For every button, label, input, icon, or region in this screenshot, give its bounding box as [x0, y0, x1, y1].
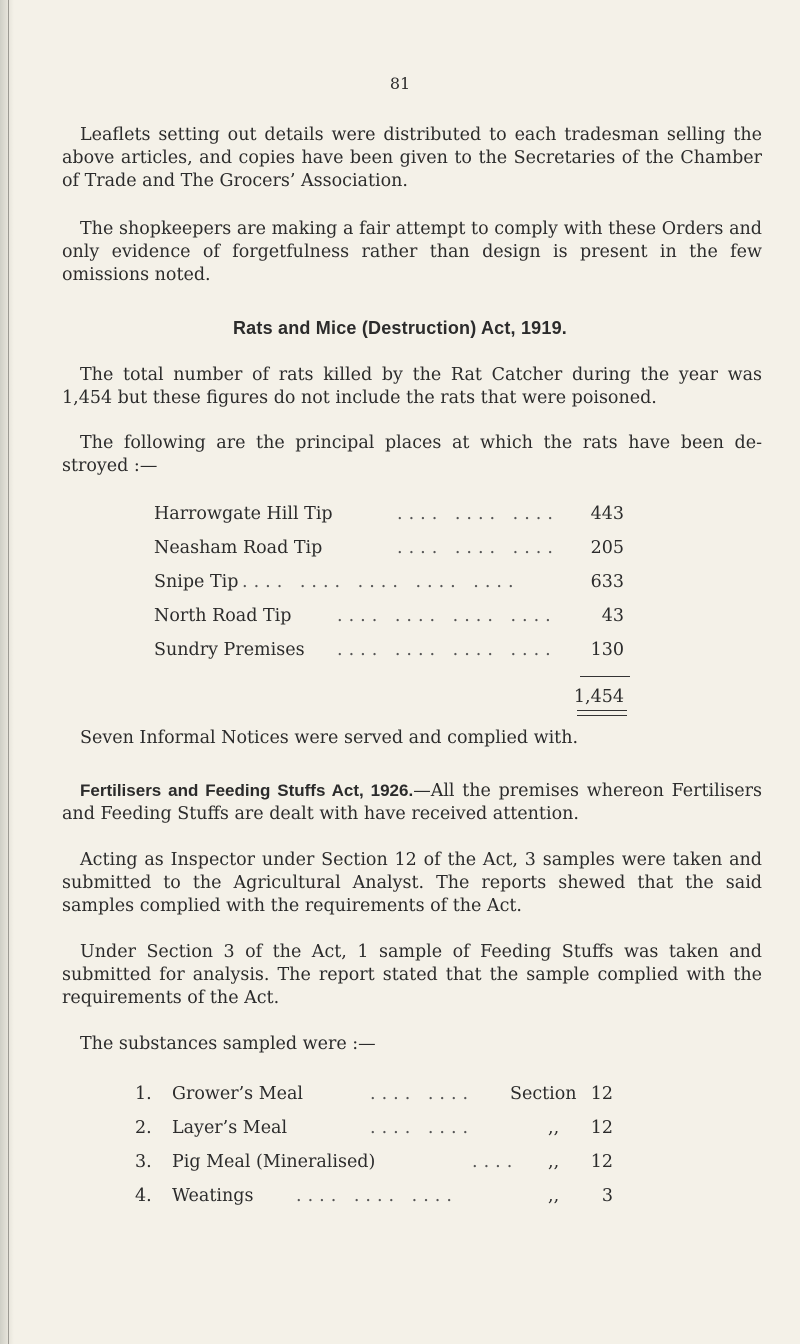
item-index: 4. — [135, 1186, 152, 1206]
section-number: 12 — [590, 1084, 613, 1104]
leader-dots: .... .... — [370, 1118, 475, 1138]
leader-dots: .... .... .... — [296, 1186, 458, 1206]
page-number: 81 — [389, 74, 411, 93]
place-name: Sundry Premises — [154, 640, 305, 660]
leader-dots: .... .... — [370, 1084, 475, 1104]
place-count: 205 — [590, 538, 624, 558]
page-edge-shadow — [0, 0, 14, 1344]
item-index: 1. — [135, 1084, 152, 1104]
leader-dots: .... .... .... .... — [337, 640, 557, 660]
places-total: 1,454 — [573, 687, 624, 707]
section-number: 12 — [590, 1152, 613, 1172]
leader-dots: .... — [472, 1152, 519, 1172]
substance-name: Layer’s Meal — [172, 1118, 288, 1138]
fertilisers-heading-text: —All the premises whereon Fertilisers and Feeding Stuffs are dealt with have received attention. — [62, 781, 762, 824]
substances-intro: The substances sampled were :— — [80, 1034, 376, 1054]
section-label: Section — [510, 1084, 577, 1104]
leader-dots: .... .... .... — [397, 538, 559, 558]
section12-paragraph: Acting as Inspector under Section 12 of the Act, 3 samples were taken and submitted to the Agricultural Analyst. The reports shewed that the said samples complied with the requirements of the Act. — [62, 850, 762, 916]
substance-name: Grower’s Meal — [172, 1084, 303, 1104]
rats-heading: Rats and Mice (Destruction) Act, 1919. — [232, 318, 568, 338]
section3-paragraph: Under Section 3 of the Act, 1 sample of Feeding Stuffs was taken and submitted for analysis. The report stated that the sample complied with the requirements of the Act. — [62, 942, 762, 1008]
notices-paragraph: Seven Informal Notices were served and complied with. — [80, 728, 579, 748]
sum-rule — [580, 676, 630, 677]
leader-dots: .... .... .... — [397, 504, 559, 524]
item-index: 3. — [135, 1152, 152, 1172]
ditto-mark: ,, — [548, 1118, 560, 1138]
page-binding-line — [8, 0, 9, 1344]
place-count: 633 — [590, 572, 624, 592]
place-name: North Road Tip — [154, 606, 292, 626]
place-name: Harrowgate Hill Tip — [154, 504, 333, 524]
rats-total-paragraph: The total number of rats killed by the Rat Catcher during the year was 1,454 but these figures do not include the rats that were poisoned. — [62, 365, 762, 408]
leader-dots: .... .... .... .... .... — [242, 572, 520, 592]
section-number: 12 — [590, 1118, 613, 1138]
total-double-rule — [577, 710, 627, 716]
fertilisers-paragraph — [62, 779, 762, 826]
place-count: 443 — [590, 504, 624, 524]
place-name: Snipe Tip — [154, 572, 239, 592]
substance-name: Pig Meal (Mineralised) — [172, 1152, 376, 1172]
shopkeepers-paragraph: The shopkeepers are making a fair attempt to comply with these Orders and only evidence of forgetfulness rather than design is present in the few omissions noted. — [62, 219, 762, 285]
rats-places-intro: The following are the principal places at which the rats have been de-stroyed :— — [62, 433, 762, 476]
leader-dots: .... .... .... .... — [337, 606, 557, 626]
place-count: 43 — [601, 606, 624, 626]
section-number: 3 — [601, 1186, 613, 1206]
place-name: Neasham Road Tip — [154, 538, 323, 558]
ditto-mark: ,, — [548, 1186, 560, 1206]
fertilisers-heading: Fertilisers and Feeding Stuffs Act, 1926. — [80, 781, 414, 800]
substance-name: Weatings — [172, 1186, 254, 1206]
leaflets-paragraph: Leaflets setting out details were distributed to each tradesman selling the above articles, and copies have been given to the Secretaries of the Chamber of Trade and The Grocers’ Association. — [62, 125, 762, 191]
place-count: 130 — [590, 640, 624, 660]
item-index: 2. — [135, 1118, 152, 1138]
ditto-mark: ,, — [548, 1152, 560, 1172]
